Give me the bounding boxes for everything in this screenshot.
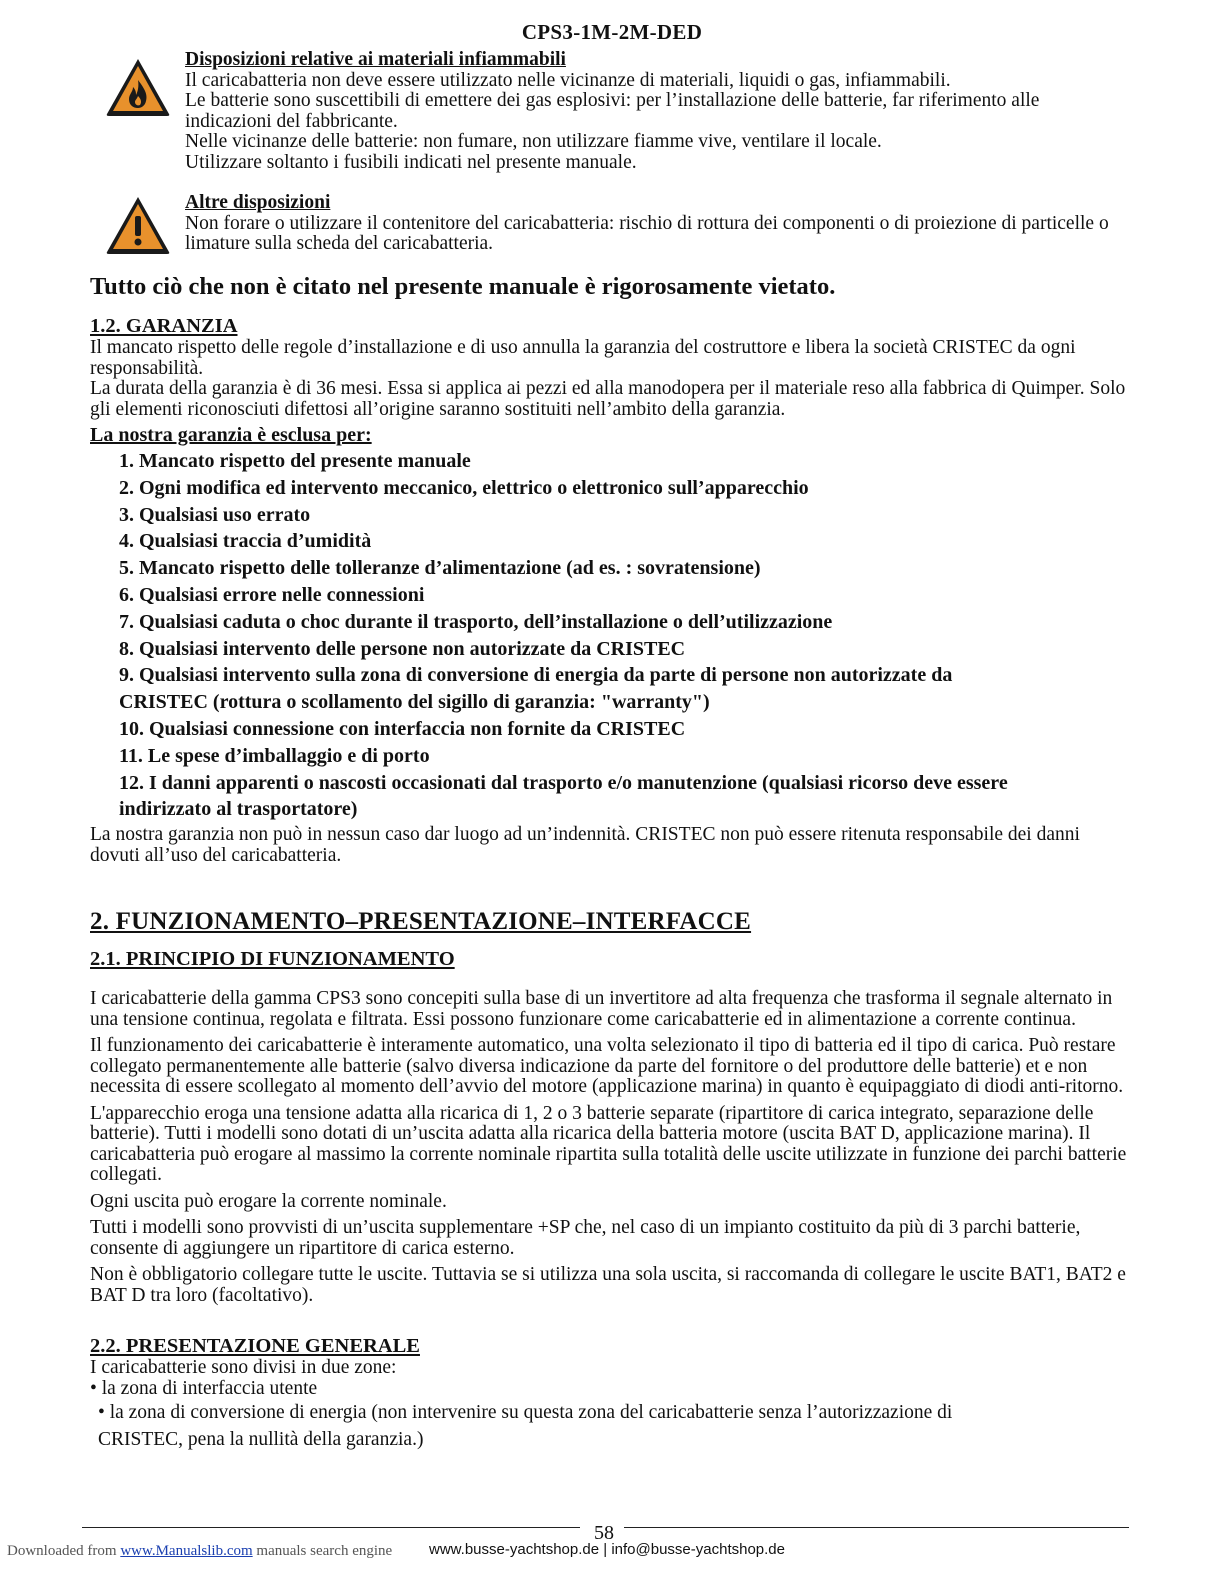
warranty-section [90, 315, 1130, 866]
list-item: 9. Qualsiasi intervento sulla zona di conversione di energia da parte di persone non autorizzate da [119, 664, 953, 687]
list-item: 6. Qualsiasi errore nelle connessioni [119, 583, 425, 606]
paragraph: Il mancato rispetto delle regole d’installazione e di uso annulla la garanzia del costruttore e libera la società CRISTEC da ogni responsabilità. [90, 337, 1076, 379]
list-item: indirizzato al trasportatore) [119, 798, 358, 821]
exclamation-warning-icon [104, 194, 172, 256]
list-item: 11. Le spese d’imballaggio e di porto [119, 744, 430, 767]
warranty-closing: La nostra garanzia non può in nessun caso dar luogo ad un’indennità. CRISTEC non può essere ritenuta responsabile dei danni dovuti all’uso del caricabatteria. [90, 824, 1080, 866]
prohibition-notice: Tutto ciò che non è citato nel presente manuale è rigorosamente vietato. [90, 273, 836, 300]
footer-rule-right [624, 1527, 1129, 1528]
footer-rule-left [82, 1527, 580, 1528]
list-item: 4. Qualsiasi traccia d’umidità [119, 530, 372, 553]
download-credit [7, 1543, 392, 1560]
list-item: CRISTEC (rottura o scollamento del sigillo di garanzia: "warranty") [119, 691, 710, 714]
download-prefix: Downloaded from [7, 1543, 117, 1559]
warning-line: Utilizzare soltanto i fusibili indicati nel presente manuale. [185, 151, 637, 173]
section-2 [90, 908, 1130, 1453]
exclusion-title: La nostra garanzia è esclusa per: [90, 424, 372, 446]
paragraph: I caricabatterie della gamma CPS3 sono concepiti sulla base di un invertitore ad alta frequenza che trasforma il segnale alternato in una tensione continua, regolata e filtrata. Essi possono funzionare come caricabatterie ed in alimentazione a corrente continua. [90, 988, 1113, 1030]
warranty-heading: 1.2. GARANZIA [90, 315, 238, 337]
warning-line: Non forare o utilizzare il contenitore del caricabatteria: rischio di rottura dei componenti o di proiezione di particelle o limature sulla scheda del caricabatteria. [185, 212, 1109, 254]
download-suffix: manuals search engine [256, 1543, 393, 1559]
list-item: 12. I danni apparenti o nascosti occasionati dal trasporto e/o manutenzione (qualsiasi ricorso deve essere [119, 771, 1008, 794]
bullet-item: • la zona di interfaccia utente [90, 1377, 318, 1399]
warning-line: Le batterie sono suscettibili di emettere dei gas esplosivi: per l’installazione delle batterie, far riferimento alle indicazioni del fabbricante. [185, 90, 1040, 132]
flammable-warning-heading: Disposizioni relative ai materiali infiammabili [185, 49, 566, 70]
other-warning-heading: Altre disposizioni [185, 192, 331, 213]
section-2-heading: 2. FUNZIONAMENTO–PRESENTAZIONE–INTERFACCE [90, 908, 752, 935]
paragraph: La durata della garanzia è di 36 mesi. Essa si applica ai pezzi ed alla manodopera per il materiale reso alla fabbrica di Quimper. Solo gli elementi riconosciuti difettosi all’origine saranno sostituiti nell’ambito della garanzia. [90, 378, 1126, 420]
paragraph: Non è obbligatorio collegare tutte le uscite. Tuttavia se si utilizza una sola uscita, si raccomanda di collegare le uscite BAT1, BAT2 e BAT D tra loro (facoltativo). [90, 1264, 1126, 1306]
list-item: 8. Qualsiasi intervento delle persone non autorizzate da CRISTEC [119, 637, 686, 660]
section-2-1-paragraphs [90, 989, 1130, 1306]
warning-line: Il caricabatteria non deve essere utilizzato nelle vicinanze di materiali, liquidi o gas, infiammabili. [185, 69, 951, 91]
paragraph: Ogni uscita può erogare la corrente nominale. [90, 1190, 447, 1212]
section-2-2-intro: I caricabatterie sono divisi in due zone: [90, 1357, 397, 1378]
manualslib-link[interactable]: www.Manualslib.com [120, 1543, 253, 1559]
section-2-2-heading: 2.2. PRESENTAZIONE GENERALE [90, 1335, 420, 1357]
list-item: 7. Qualsiasi caduta o choc durante il trasporto, dell’installazione o dell’utilizzazione [119, 610, 833, 633]
other-warning-block [100, 193, 1130, 263]
paragraph: L'apparecchio eroga una tensione adatta alla ricarica di 1, 2 o 3 batterie separate (ripartitore di carica integrato, separazione delle batterie). Tutti i modelli sono dotati di un’uscita adatta alla ricarica della batteria motore (uscita BAT D, applicazione marina). Il caricabatteria può erogare al massimo la corrente nominale ripartita sulla totalità delle uscite utilizzate in funzione dei parchi batterie collegati. [90, 1102, 1127, 1185]
list-item: 5. Mancato rispetto delle tolleranze d’alimentazione (ad es. : sovratensione) [119, 557, 761, 580]
document-title: CPS3-1M-2M-DED [521, 20, 703, 44]
bullet-item: • la zona di conversione di energia (non intervenire su questa zona del caricabatterie senza l’autorizzazione di [98, 1402, 953, 1423]
list-item: 1. Mancato rispetto del presente manuale [119, 450, 471, 472]
paragraph: Tutti i modelli sono provvisti di un’uscita supplementare +SP che, nel caso di un impianto costituito da più di 3 parchi batterie, consente di aggiungere un ripartitore di carica esterno. [90, 1217, 1081, 1259]
list-item: 3. Qualsiasi uso errato [119, 503, 311, 526]
bullet-item: CRISTEC, pena la nullità della garanzia.) [98, 1429, 424, 1450]
shop-contact: www.busse-yachtshop.de | info@busse-yachtshop.de [429, 1541, 785, 1558]
warning-line: Nelle vicinanze delle batterie: non fumare, non utilizzare fiamme vive, ventilare il locale. [185, 131, 882, 152]
flammable-warning-text [185, 50, 1130, 173]
section-2-1-heading: 2.1. PRINCIPIO DI FUNZIONAMENTO [90, 948, 455, 970]
warranty-paragraphs [90, 338, 1130, 420]
flammable-warning-block [100, 50, 1130, 180]
page-number: 58 [594, 1522, 614, 1544]
flame-warning-icon [104, 56, 172, 118]
other-warning-text [185, 193, 1130, 255]
exclusion-list [90, 448, 1130, 823]
paragraph: Il funzionamento dei caricabatterie è interamente automatico, una volta selezionato il tipo di batteria ed il tipo di carica. Può restare collegato permanentemente alle batterie (salvo diversa indicazione da parte del fornitore o del produttore delle batterie) et e non necessita di essere scollegato al momento dell’avvio del motore (applicazione marina) in quanto è equipaggiato di diodi anti-ritorno. [90, 1035, 1124, 1097]
list-item: 2. Ogni modifica ed intervento meccanico, elettrico o elettronico sull’apparecchio [119, 476, 809, 499]
list-item: 10. Qualsiasi connessione con interfaccia non fornite da CRISTEC [119, 717, 686, 740]
